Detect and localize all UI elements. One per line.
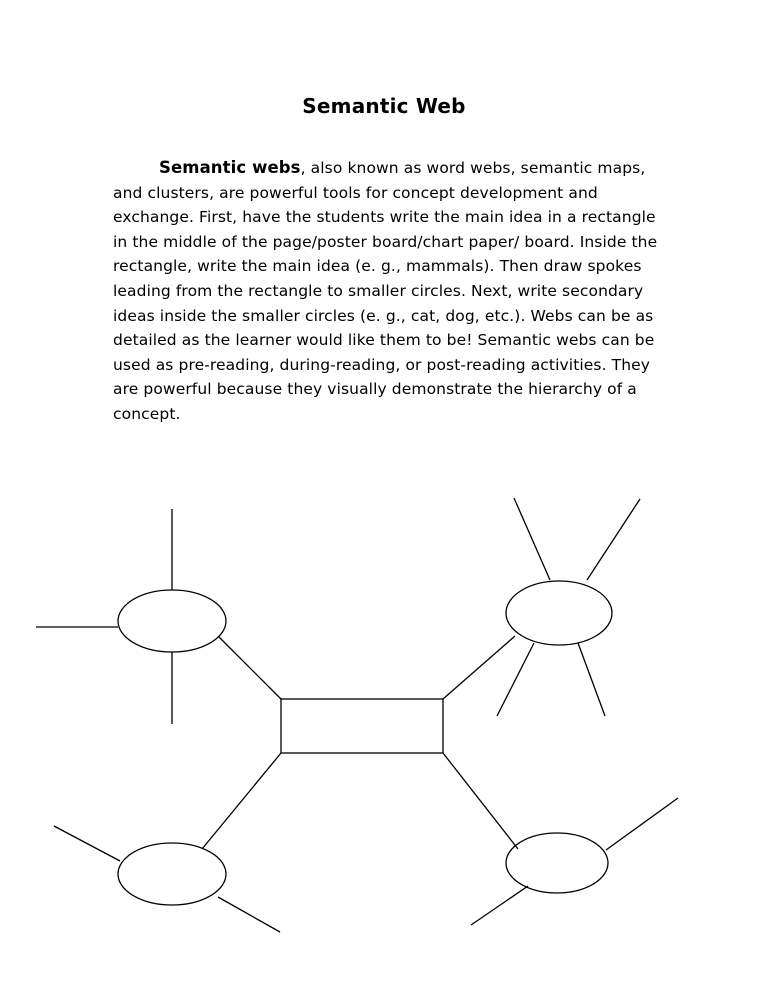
branch-top-right-1	[514, 498, 550, 580]
branch-bottom-left-2	[218, 897, 280, 932]
branch-bottom-right-2	[471, 886, 528, 925]
branch-top-right-4	[578, 643, 605, 716]
branch-top-right-3	[497, 643, 534, 716]
spoke-bottom-right	[443, 753, 518, 849]
node-ellipse-top-left	[118, 590, 226, 652]
spoke-bottom-left	[202, 753, 281, 849]
paragraph-body: , also known as word webs, semantic maps, and clusters, are powerful tools for concept development and exchange. First, have the students write the main idea in a rectangle in the middle of the page/poster board/chart paper/ board. Inside the rectangle, write the main idea (e. g., mammals). Then draw spokes leading from the rectangle to smaller circles. Next, write secondary ideas inside the smaller circles (e. g., cat, dog, etc.). Webs can be as detailed as the learner would like them to be! Semantic webs can be used as pre-reading, during-reading, or post-reading activities. They are powerful because they visually demonstrate the hierarchy of a concept.	[113, 159, 658, 423]
spoke-top-left	[218, 636, 281, 699]
center-rectangle	[281, 699, 443, 753]
branch-bottom-left-1	[54, 826, 120, 861]
node-ellipse-bottom-left	[118, 843, 226, 905]
branch-top-right-2	[587, 499, 640, 580]
branch-bottom-right-1	[606, 798, 678, 850]
paragraph-lead-term: Semantic webs	[159, 158, 301, 177]
page-title: Semantic Web	[302, 94, 466, 118]
spoke-top-right	[443, 636, 515, 699]
node-ellipse-bottom-right	[506, 833, 608, 893]
node-ellipse-top-right	[506, 581, 612, 645]
